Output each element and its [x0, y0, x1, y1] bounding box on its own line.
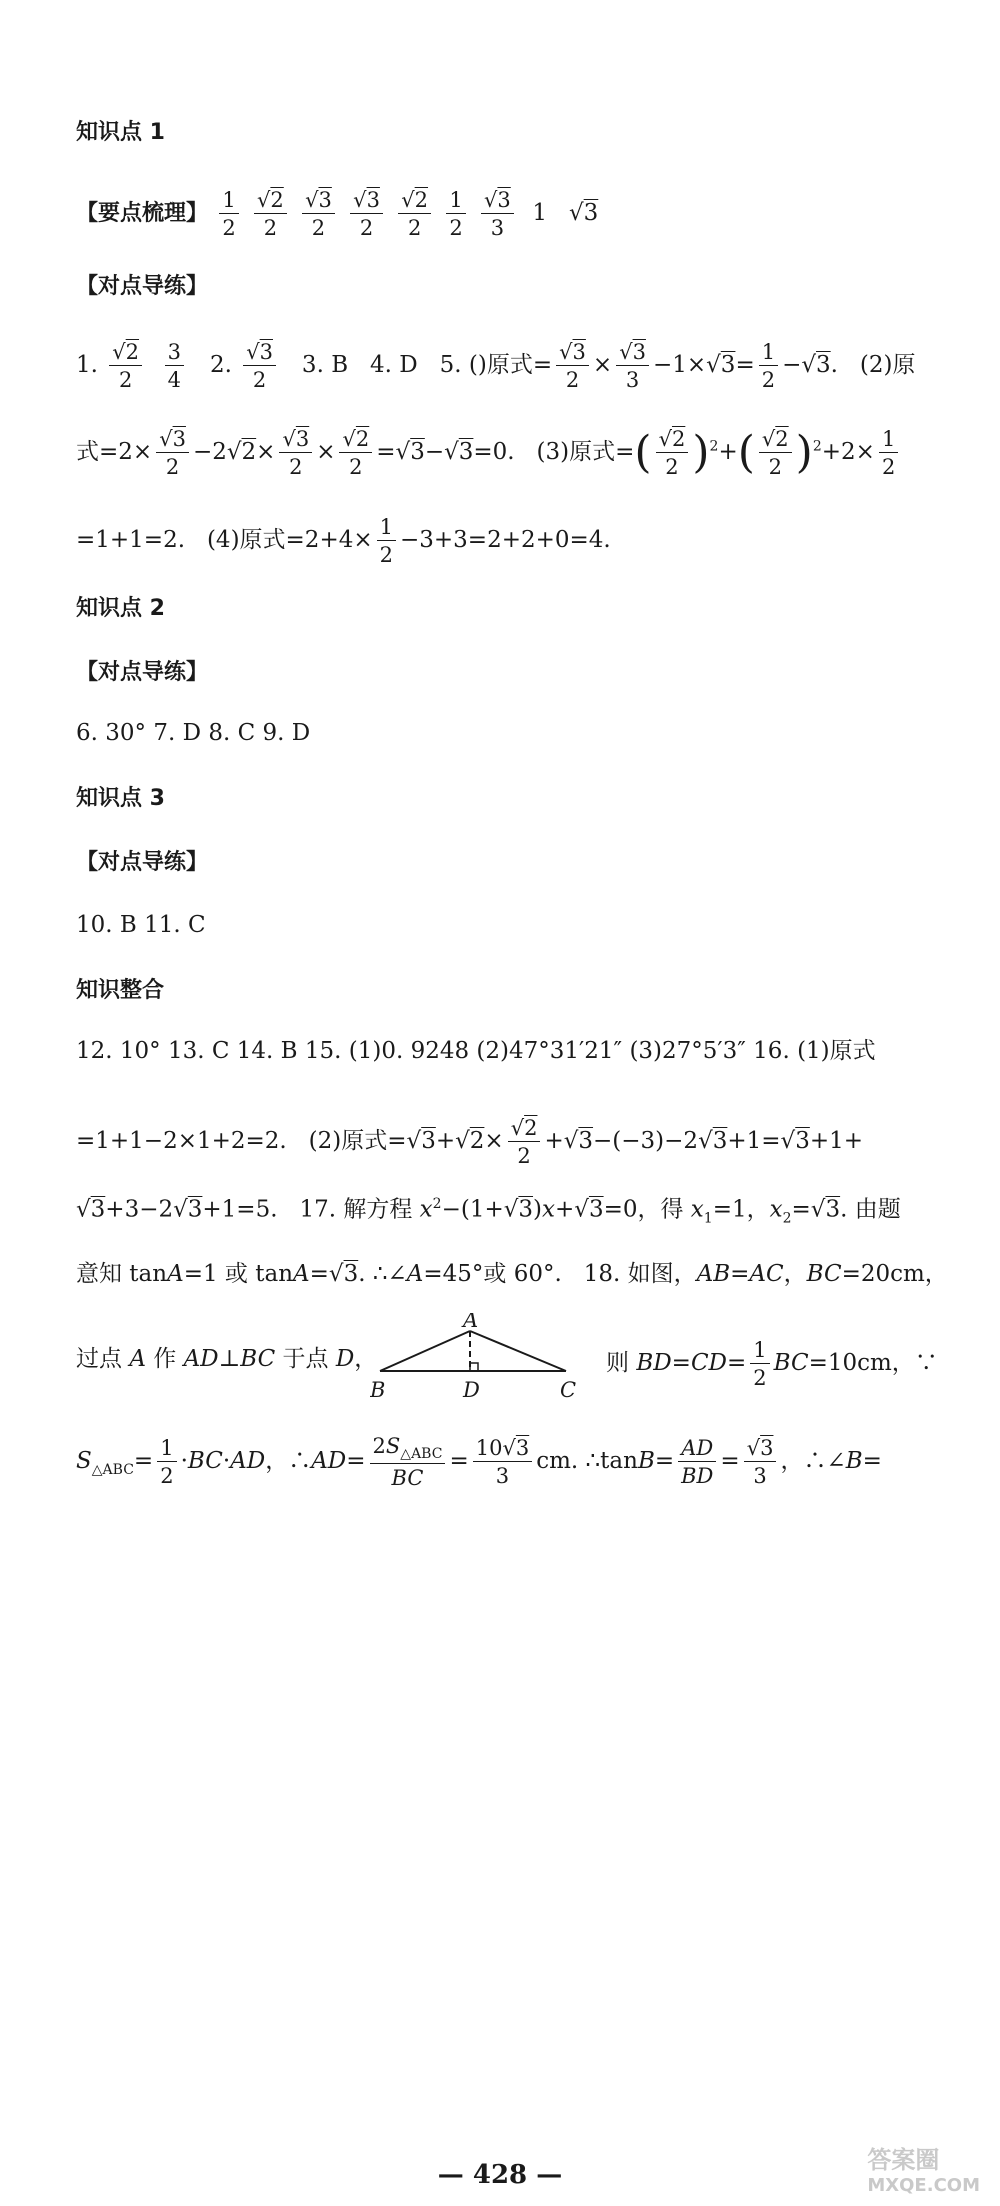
- practice-label-1: 【对点导练】: [76, 274, 209, 299]
- answer-line-5: 10. B 11. C: [76, 912, 206, 938]
- answer-line-6: 12. 10° 13. C 14. B 15. (1)0. 9248 (2)47°31′21″ (3)27°5′3″ 16. (1)原式: [76, 1038, 876, 1064]
- answer-line-1: 1. $\frac{√2}{2}$ $\frac{3}{4}$ 2. $\frac{√3}{2}$ 3. B 4. D 5. ()原式= $\frac{√3}{2}$ × $\frac{√3}{3}$ −1×√3= $\frac{1}{2}$ −√3. (2)原: [76, 340, 916, 393]
- answer-line-4: 6. 30° 7. D 8. C 9. D: [76, 720, 311, 746]
- vertex-label-b: B: [370, 1378, 386, 1402]
- watermark-text: 答案圈: [867, 2146, 940, 2174]
- keypoints-line: 【要点梳理】 $\frac{1}{2}$ $\frac{√2}{2}$ $\frac{√3}{2}$ $\frac{√3}{2}$ $\frac{√2}{2}$ $\frac{1}{2}$ $\frac{√3}{3}$ 1 √3: [76, 188, 599, 241]
- answer-line-8: √3+3−2√3+1=5. 17. 解方程 $x^2-(1+√3)x+√3=0$，得 $x_1=1$，$x_2=√3$. 由题: [76, 1196, 901, 1227]
- page-number: — 428 —: [437, 2160, 563, 2190]
- section-title-3: 知识点 3: [76, 786, 165, 811]
- answer-line-9: 意知 tanA=1 或 tanA=√3. ∴∠A=45°或 60°. 18. 如图，AB=AC，BC=20cm，: [76, 1261, 948, 1287]
- answer-line-11: $S_{\triangle ABC}=$ $\frac{1}{2}$ ·BC·AD，∴AD= $\frac{2S_{\triangle ABC}}{BC}$ = $\frac{10√3}{3}$ cm. ∴tanB= $\frac{AD}{BD}$ = $\frac{√3}{3}$ ，∴∠B=: [76, 1434, 882, 1491]
- answer-line-2: 式=2× $\frac{√3}{2}$ −2√2× $\frac{√3}{2}$ × $\frac{√2}{2}$ =√3−√3=0. (3)原式=( $\frac{√2}{2}$ )$^2$+( $\frac{√2}{2}$ )$^2$+2× $\frac{1}{2}$: [76, 427, 902, 479]
- vertex-label-c: C: [560, 1378, 577, 1402]
- section-title-4: 知识整合: [76, 978, 165, 1003]
- vertex-label-a: A: [463, 1313, 479, 1332]
- answer-line-10a: 过点 A 作 AD⊥BC 于点 D，: [76, 1346, 378, 1372]
- answer-line-7: =1+1−2×1+2=2. (2)原式=√3+√2× $\frac{√2}{2}$ +√3−(−3)−2√3+1=√3+1+: [76, 1116, 864, 1169]
- watermark-url: MXQE.COM: [867, 2175, 980, 2196]
- answer-line-10b: 则 BD=CD= $\frac{1}{2}$ BC=10cm，∵: [606, 1338, 938, 1391]
- answer-line-3: =1+1=2. (4)原式=2+4× $\frac{1}{2}$ −3+3=2+2+0=4.: [76, 515, 611, 568]
- section-title-1: 知识点 1: [76, 120, 165, 145]
- page-number-value: 428: [472, 2160, 528, 2190]
- practice-label-2: 【对点导练】: [76, 660, 209, 685]
- watermark-logo: [867, 2140, 980, 2196]
- practice-label-3: 【对点导练】: [76, 850, 209, 875]
- section-title-2: 知识点 2: [76, 596, 165, 621]
- vertex-label-d: D: [463, 1378, 480, 1402]
- keypoints-label: 【要点梳理】: [76, 201, 209, 227]
- triangle-figure: [370, 1313, 590, 1403]
